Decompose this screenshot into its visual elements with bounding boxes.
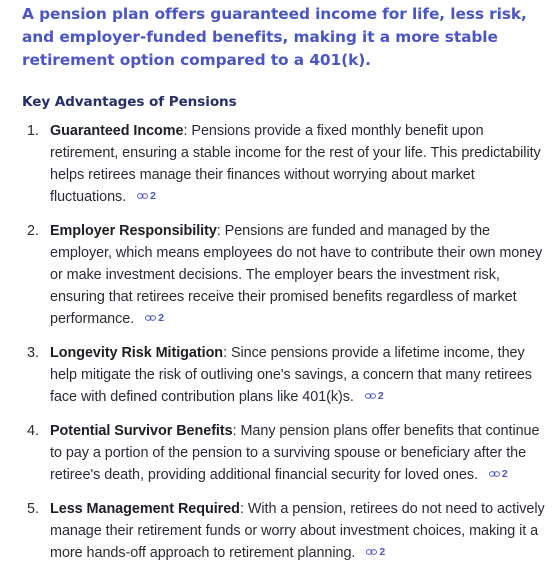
list-item-body (50, 342, 545, 408)
list-item-body (50, 498, 545, 564)
list-item-text: : Pensions provide a fixed monthly benefit upon retirement, ensuring a stable income for the rest of your life. This predictability helps retirees manage their finances without worrying about market fluctuations. (50, 123, 541, 205)
list-item-number: 3. (27, 345, 39, 361)
list-item-body (50, 220, 545, 330)
link-icon (145, 314, 156, 322)
list-item-term: Guaranteed Income (50, 123, 184, 139)
answer-headline: A pension plan offers guaranteed income for life, less risk, and employer-funded benefits, making it a more stable retirement option compared to a 401(k). (22, 5, 527, 69)
list-item (22, 420, 545, 486)
list-item-number: 2. (27, 223, 39, 239)
link-icon (489, 470, 500, 478)
list-item (22, 220, 545, 330)
link-icon (365, 392, 376, 400)
list-item-text: : With a pension, retirees do not need to actively manage their retirement funds or worry about investment choices, making it a more hands-off approach to retirement planning. (50, 501, 545, 561)
citation-link[interactable] (360, 389, 389, 404)
list-item-body (50, 120, 545, 208)
citation-count: 2 (150, 190, 156, 202)
citation-count: 2 (501, 468, 508, 480)
citation-link[interactable] (484, 467, 513, 482)
list-item-number: 1. (27, 123, 39, 139)
list-item-number: 5. (27, 501, 39, 517)
link-icon (137, 192, 148, 200)
list-item-term: Less Management Required (50, 501, 240, 517)
list-item-body (50, 420, 545, 486)
list-item (22, 498, 545, 564)
advantages-list (22, 120, 545, 564)
link-icon (366, 548, 377, 556)
list-item-term: Employer Responsibility (50, 223, 217, 239)
list-item (22, 120, 545, 208)
citation-link[interactable] (361, 545, 390, 560)
citation-link[interactable] (132, 189, 161, 204)
citation-count: 2 (377, 390, 384, 402)
list-item-term: Longevity Risk Mitigation (50, 345, 224, 361)
citation-count: 2 (158, 312, 164, 324)
list-item-text: : Pensions are funded and managed by the employer, which means employees do not have to contribute their own money or make investment decisions. The employer bears the investment risk, ensuring that retirees receive their promised benefits regardless of market performance. (50, 223, 543, 327)
list-item (22, 342, 545, 408)
section-title: Key Advantages of Pensions (22, 94, 237, 110)
list-item-term: Potential Survivor Benefits (50, 423, 233, 439)
list-item-text: : Many pension plans offer benefits that continue to pay a portion of the pension to a surviving spouse or beneficiary after the retiree's death, providing additional financial security for loved ones. (50, 423, 540, 483)
list-item-number: 4. (27, 423, 39, 439)
list-item-text: : Since pensions provide a lifetime income, they help mitigate the risk of outliving one's savings, a concern that many retirees face with defined contribution plans like 401(k)s. (50, 345, 532, 405)
citation-count: 2 (379, 546, 386, 558)
citation-link[interactable] (140, 311, 169, 326)
